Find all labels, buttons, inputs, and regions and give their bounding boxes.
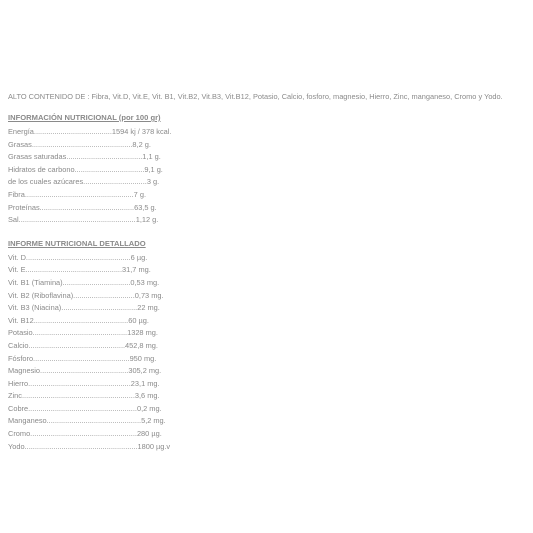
nutrition-row-sugars: de los cuales azúcares...............................3 g.: [8, 177, 160, 187]
nutrition-info-list: [8, 126, 528, 227]
detail-row-phosphorus: Fósforo...............................................950 mg.: [8, 353, 157, 363]
nutrition-row-fat: Grasas.................................................8,2 g.: [8, 139, 151, 149]
detail-row-manganese: Manganeso..............................................5,2 mg.: [8, 416, 166, 426]
nutrition-row-salt: Sal.........................................................1,12 g.: [8, 215, 159, 225]
detail-row-vit-b1: Vit. B1 (Tiamina).................................0,53 mg.: [8, 277, 160, 287]
detail-row-magnesium: Magnesio...........................................305,2 mg.: [8, 366, 162, 376]
section-spacer: [8, 227, 528, 239]
detail-row-chromium: Cromo....................................................280 µg.: [8, 429, 162, 439]
high-content-statement: ALTO CONTENIDO DE : Fibra, Vit.D, Vit.E, Vit. B1, Vit.B2, Vit.B3, Vit.B12, Potasio, Calcio, fosforo, magnesio, Hierro, Zinc, manganeso, Cromo y Yodo.: [8, 92, 503, 101]
detail-row-vit-b12: Vit. B12..............................................60 µg.: [8, 315, 149, 325]
nutrition-row-fiber: Fibra.....................................................7 g.: [8, 189, 146, 199]
detail-row-iron: Hierro..................................................23,1 mg.: [8, 378, 160, 388]
detail-row-vit-b2: Vit. B2 (Riboflavina)..............................0,73 mg.: [8, 290, 164, 300]
nutrition-row-energy: Energía......................................1594 kj / 378 kcal.: [8, 127, 172, 136]
nutrition-sheet: [8, 92, 528, 453]
detail-row-calcium: Calcio...............................................452,8 mg.: [8, 340, 158, 350]
detail-row-vit-d: Vit. D...................................................6 µg.: [8, 252, 148, 262]
nutrition-info-title: INFORMACIÓN NUTRICIONAL (por 100 gr): [8, 113, 161, 122]
detail-row-vit-b3: Vit. B3 (Niacina).....................................22 mg.: [8, 303, 160, 313]
detailed-report-title: INFORME NUTRICIONAL DETALLADO: [8, 238, 146, 248]
detail-row-vit-e: Vit. E...............................................31,7 mg.: [8, 265, 151, 275]
nutrition-row-carbohydrates: Hidratos de carbono..................................9,1 g.: [8, 164, 163, 174]
nutrition-row-saturated-fat: Grasas saturadas.....................................1,1 g.: [8, 152, 161, 162]
detailed-report-list: [8, 252, 528, 454]
detail-row-copper: Cobre.....................................................0,2 mg.: [8, 403, 162, 413]
detail-row-zinc: Zinc.......................................................3,6 mg.: [8, 391, 160, 401]
detail-row-iodine: Yodo.......................................................1800 µg.v: [8, 441, 171, 451]
detail-row-potassium: Potasio..............................................1328 mg.: [8, 328, 158, 338]
nutrition-row-protein: Proteínas..............................................63,5 g.: [8, 202, 157, 212]
